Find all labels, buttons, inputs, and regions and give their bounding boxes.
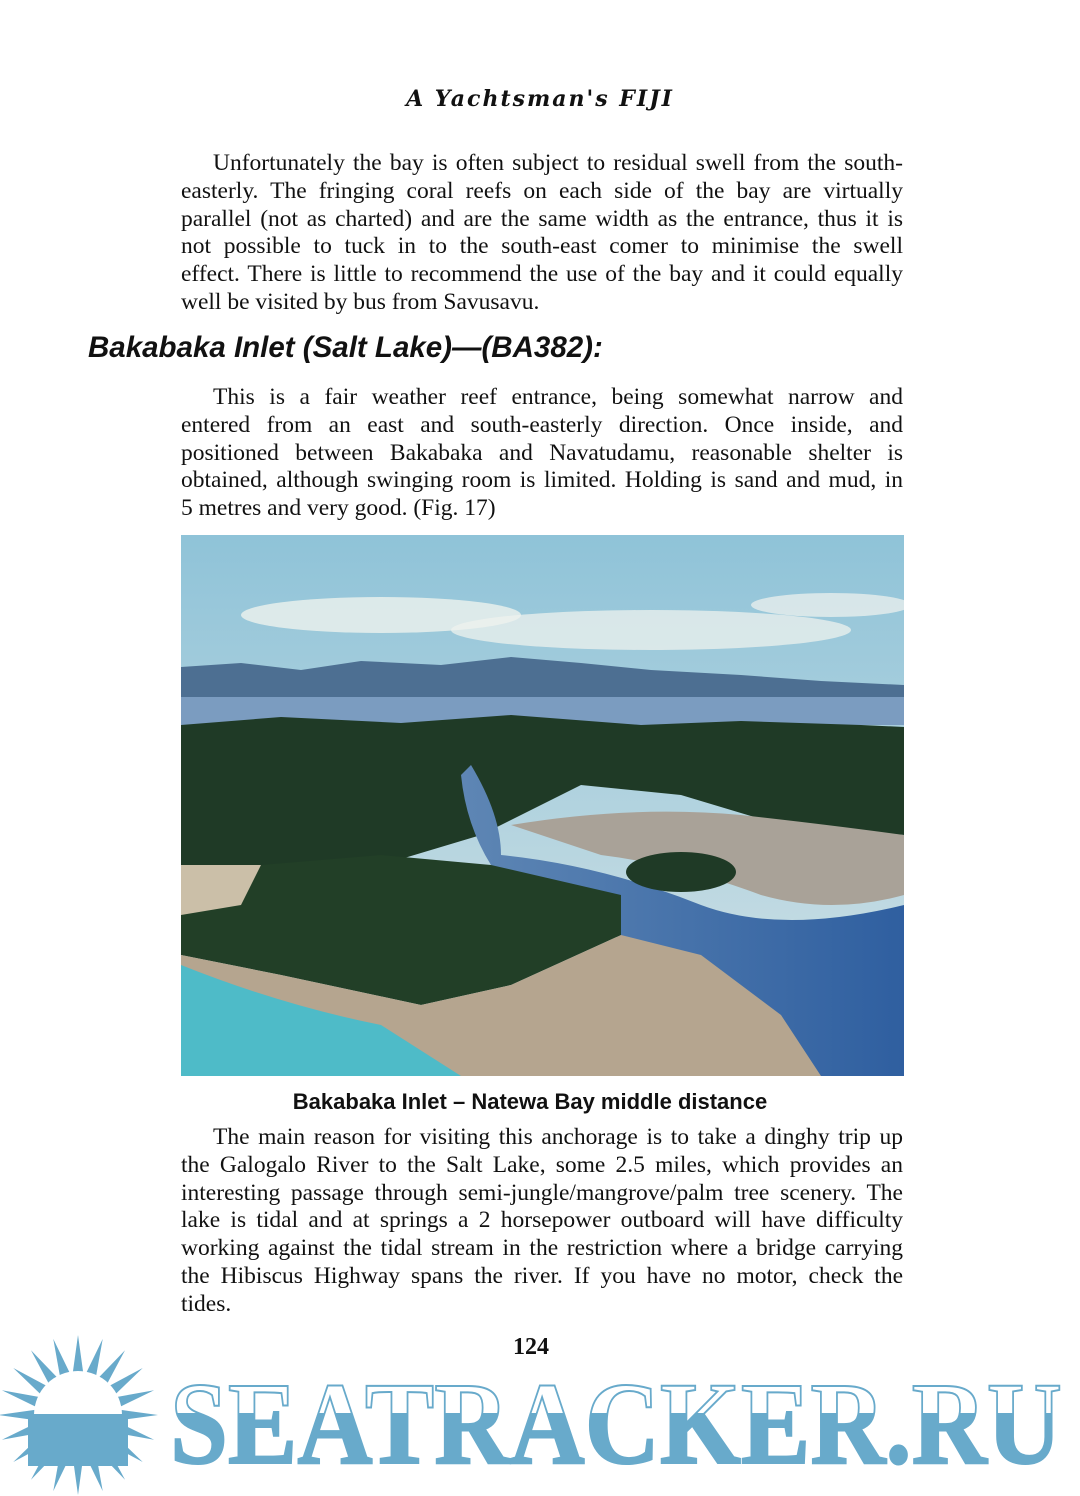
text-line: 5 metres and very good. (Fig. 17) <box>181 495 496 522</box>
text-line: tides. <box>181 1290 232 1317</box>
text-line: Unfortunately the bay is often subject to residual swell from the south- <box>213 150 903 176</box>
text-line: not possible to tuck in to the south-east comer to minimise the swell <box>181 233 903 260</box>
text-line: effect. There is little to recommend the use of the bay and it could equally <box>181 261 903 288</box>
text-line: This is a fair weather reef entrance, being somewhat narrow and <box>213 384 903 410</box>
running-title: A Yachtsman's FIJI <box>406 86 674 112</box>
figure-caption: Bakabaka Inlet – Natewa Bay middle distance <box>292 1089 768 1114</box>
section-paragraph <box>181 384 903 523</box>
text-line: the Galogalo River to the Salt Lake, some 2.5 miles, which provides an <box>181 1151 903 1178</box>
text-line: interesting passage through semi-jungle/mangrove/palm tree scenery. The <box>181 1179 903 1206</box>
text-line: easterly. The fringing coral reefs on each side of the bay are virtually <box>181 177 903 204</box>
watermark-text: SEATRACKER.RU <box>170 1358 1062 1489</box>
aerial-photo <box>181 535 904 1076</box>
text-line: working against the tidal stream in the restriction where a bridge carrying <box>181 1235 903 1262</box>
text-line: lake is tidal and at springs a 2 horsepower outboard will have difficulty <box>181 1207 903 1234</box>
text-line: obtained, although swinging room is limited. Holding is sand and mud, in <box>181 467 903 494</box>
text-line: entered from an east and south-easterly direction. Once inside, and <box>181 411 903 438</box>
page-number: 124 <box>513 1334 549 1360</box>
text-line: well be visited by bus from Savusavu. <box>181 288 540 315</box>
section-heading: Bakabaka Inlet (Salt Lake)—(BA382): <box>88 331 603 364</box>
text-line: the Hibiscus Highway spans the river. If you have no motor, check the <box>181 1262 903 1289</box>
intro-paragraph <box>181 150 903 317</box>
text-line: The main reason for visiting this anchorage is to take a dinghy trip up <box>213 1124 903 1150</box>
text-line: parallel (not as charted) and are the same width as the entrance, thus it is <box>181 205 903 232</box>
text-line: positioned between Bakabaka and Navatudamu, reasonable shelter is <box>181 439 903 466</box>
after-paragraph <box>181 1124 903 1319</box>
